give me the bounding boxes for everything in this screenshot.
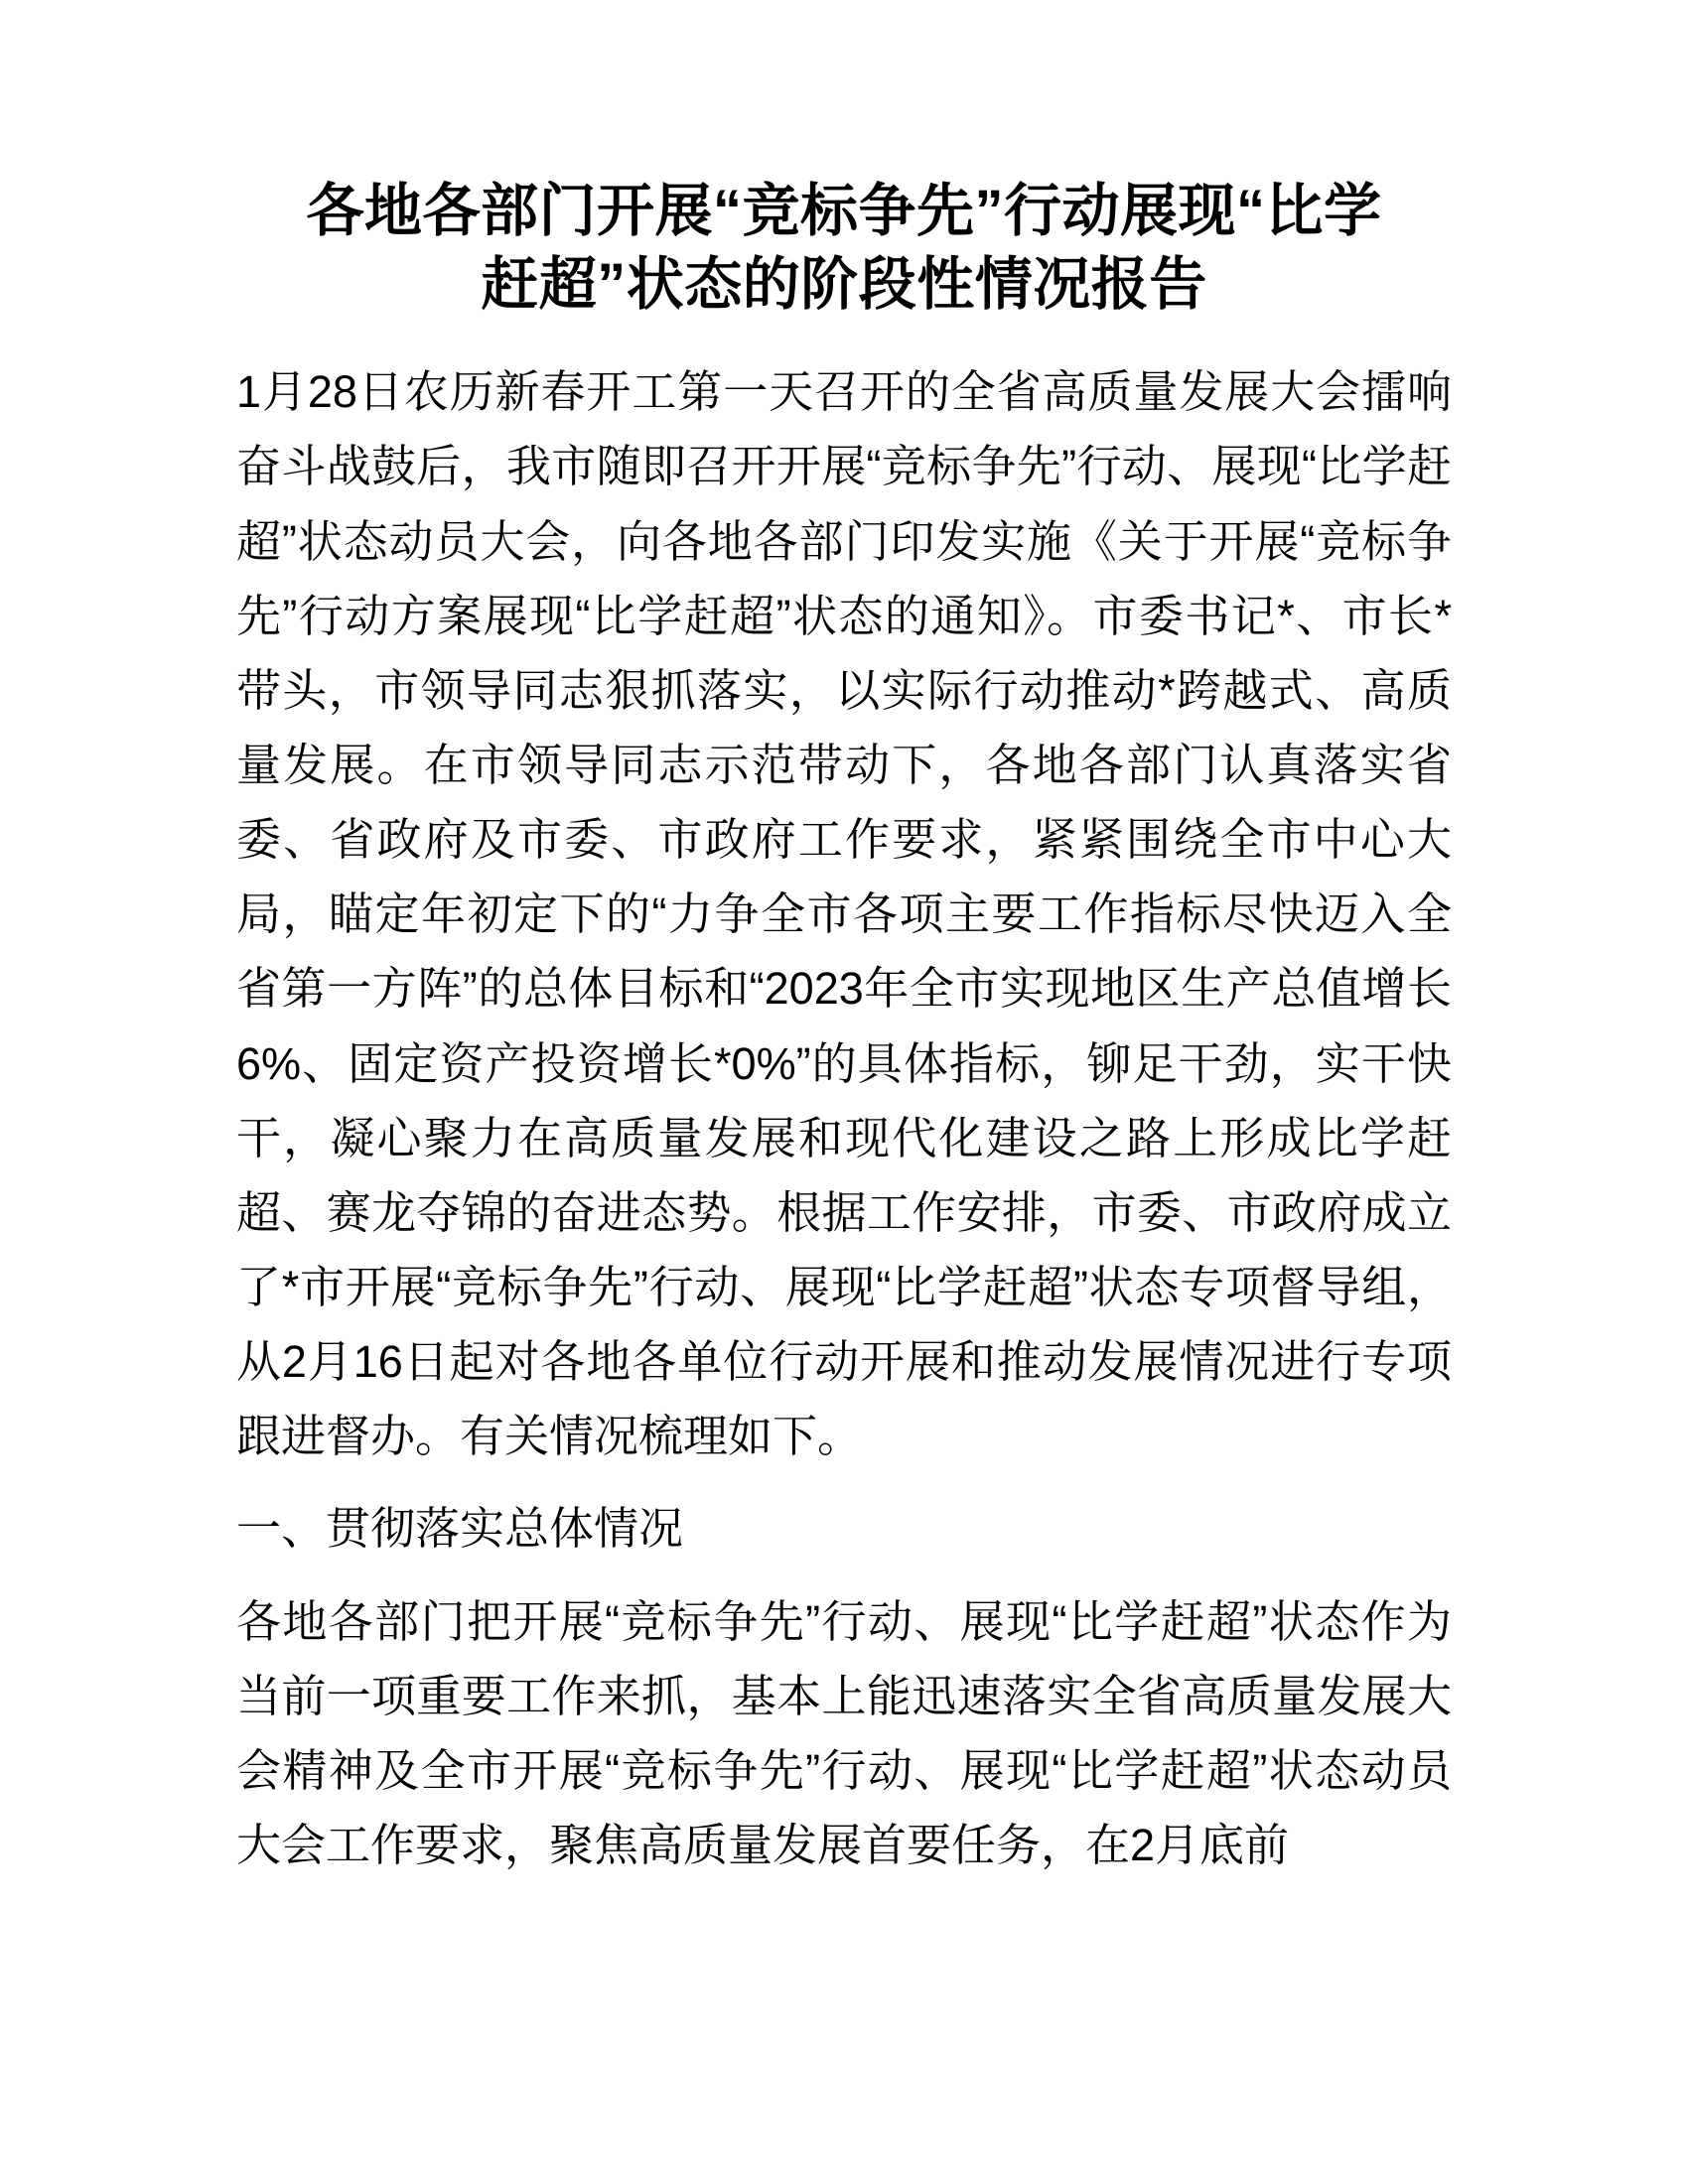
page-title-line-2: 赶超”状态的阶段性情况报告 [481,251,1207,317]
page-title-line-1: 各地各部门开展“竞标争先”行动展现“比学 [306,179,1382,243]
page-title [236,175,1452,321]
document-content [236,175,1452,1882]
intro-paragraph: 1月28日农历新春开工第一天召开的全省高质量发展大会擂响奋斗战鼓后，我市随即召开开展“竞标争先”行动、展现“比学赶超”状态动员大会，向各地各部门印发实施《关于开展“竞标争先”行动方案展现“比学赶超”状态的通知》。市委书记*、市长*带头，市领导同志狠抓落实，以实际行动推动*跨越式、高质量发展。在市领导同志示范带动下，各地各部门认真落实省委、省政府及市委、市政府工作要求，紧紧围绕全市中心大局，瞄定年初定下的“力争全市各项主要工作指标尽快迈入全省第一方阵”的总体目标和“2023年全市实现地区生产总值增长6%、固定资产投资增长*0%”的具体指标，铆足干劲，实干快干，凝心聚力在高质量发展和现代化建设之路上形成比学赶超、赛龙夺锦的奋进态势。根据工作安排，市委、市政府成立了*市开展“竞标争先”行动、展现“比学赶超”状态专项督导组，从2月16日起对各地各单位行动开展和推动发展情况进行专项跟进督办。有关情况梳理如下。 [236,366,1452,1462]
section-heading-one: 一、贯彻落实总体情况 [236,1503,684,1555]
section-one-paragraph: 各地各部门把开展“竞标争先”行动、展现“比学赶超”状态作为当前一项重要工作来抓，基本上能迅速落实全省高质量发展大会精神及全市开展“竞标争先”行动、展现“比学赶超”状态动员大会工作要求，聚焦高质量发展首要任务，在2月底前 [236,1595,1452,1870]
